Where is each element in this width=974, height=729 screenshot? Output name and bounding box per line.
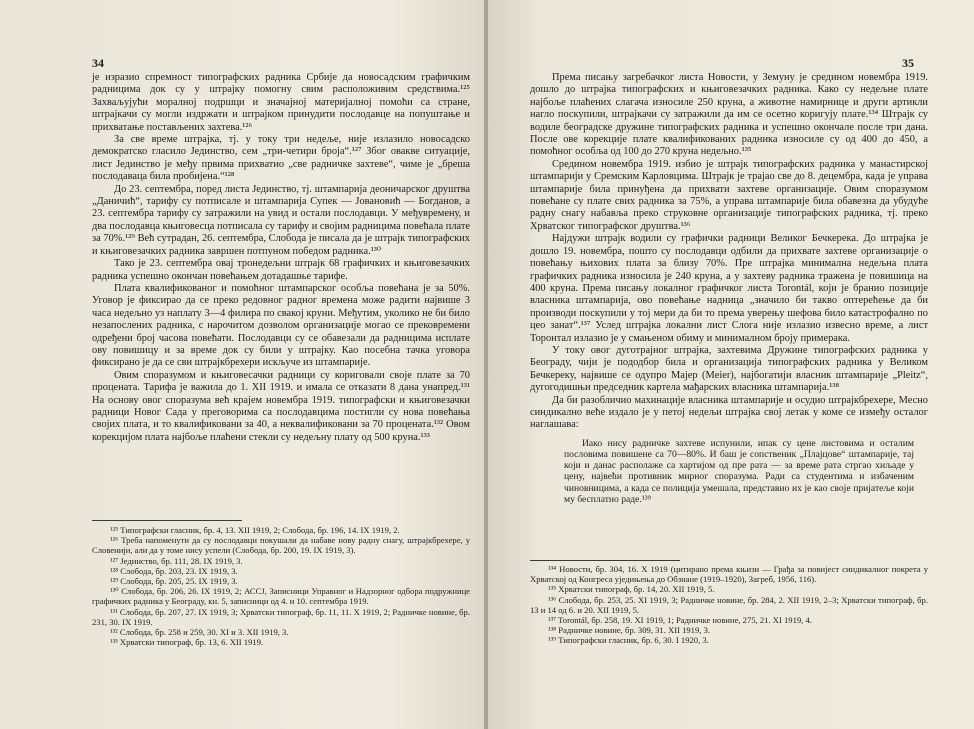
paragraph: Плата квалификованог и помоћног штампарског особља повећана је за 50%. Уговор је фиксирао да се преко редовног радног времена може радити највише 3 часа недељно уз наплату 3—4 филира по свакој круни. Међутим, уколико не би било незапослених радника, с нарочитом дозволом организације могао се прековремени одређени број часова повећати. Послодавци су се обавезали да радницима исплате ову повишицу и за време док су били у штрајку. Као посебна тачка уговора фиксирано је да се сви штрајкбрехери искључе из штампарије. (92, 282, 470, 369)
footnote: ¹³² Слобода, бр. 258 и 259, 30. XI и 3. XII 1919, 3. (110, 627, 289, 638)
footnote: ¹³⁹ Типографски гласник, бр. 6, 30. I 1920, 3. (548, 635, 709, 646)
paragraph: Према писању загребачког листа Новости, у Земуну је средином новембра 1919. дошло до штрајка типографских и књиговезачких радника. Како су недељне плате најбоље плаћених слагача износиле 250 круна, а животне намирнице и други артикли нагло поскупили, штрајкачи су затражили да им се осетно коригују плате.¹³⁴ Штрајк су водиле београдске дружине типографских радника и успешно окончале после три дана. После ове корекције плате квалификованих радника износиле су од 400 до 450, а помоћног особља од 100 до 270 круна недељно.¹³⁵ (530, 72, 928, 158)
paragraph: У току овог дуготрајног штрајка, захтевима Дружине типографских радника у Београду, чији је пододбор била и организација типографских радника у Великом Бечкереку, највише се одупро Мајер (Meier), најбогатији власник штампарије „Pleitz“, дугогодишњи председник картела мађарских власника штампарија.¹³⁸ (530, 344, 928, 394)
left-footnotes (92, 525, 470, 647)
footnote: ¹²⁶ Треба напоменути да су послодавци покушали да набаве нову радну снагу, штрајкбрехере, у Словенији, али да у томе нису успели (Слобода, бр. 200, 19. IX 1919, 3). (92, 535, 470, 556)
paragraph: је изразио спремност типографских радника Србије да новосадским графичким радницима док су у штрајку помогну свим расположивим средствима.¹²⁵ Захваљујући моралној подршци и значајној материјалној помоћи са стране, штрајкачи су могли издржати и штрајком принудити послодавце на попуштање и прихватање постављених захтева.¹²⁶ (92, 72, 470, 133)
page-number-left: 34 (92, 56, 104, 70)
paragraph: За све време штрајка, тј. у току три недеље, није излазило новосадско демократско гласило Јединство, сем „три-четири броја“.¹²⁷ Због овакве ситуације, лист Јединство је међу првима прихватио „све радничке захтеве“, чиме је „бреша послодаваца била пробијена.“¹²⁸ (92, 134, 470, 183)
right-page (488, 0, 974, 729)
footnote: ¹²⁹ Слобода, бр. 205, 25. IX 1919, 3. (110, 576, 238, 587)
footnote: ¹³⁴ Новости, бр. 304, 16. X 1919 (цитирано према књизи — Грађа за повијест синдикалног покрета у Хрватској од Конгреса уједињења до Обзнане (1919–1920), Загреб, 1956, 116). (530, 564, 928, 585)
footnote-divider (530, 560, 680, 561)
footnote: ¹³³ Хрватски типограф, бр. 13, 6. XII 1919. (110, 637, 264, 648)
footnote: ¹³⁸ Радничке новине, бр. 309, 31. XII 1919, 3. (548, 625, 711, 636)
footnote-divider (92, 520, 242, 521)
right-footnotes (530, 564, 928, 646)
left-page (0, 0, 486, 729)
page-number-right: 35 (902, 56, 914, 70)
footnote: ¹³⁷ Torontál, бр. 258, 19. XI 1919, 1; Радничке новине, 275, 21. XI 1919, 4. (548, 615, 812, 626)
footnote: ¹³⁰ Слобода, бр. 206, 26. IX 1919, 2; АССЈ, Записници Управног и Надзорног одбора подружнице графичких радника у Београду, кн. 5, записници од 4. и 10. септембра 1919. (92, 586, 470, 607)
footnote: ¹³¹ Слобода, бр. 207, 27. IX 1919, 3; Хрватски типограф, бр. 11, 11. X 1919, 2; Радничке новине, бр. 231, 30. IX 1919. (92, 606, 470, 627)
footnote: ¹³⁶ Слобода, бр. 253, 25. XI 1919, 3; Радничке новине, бр. 284, 2. XII 1919, 2–3; Хрватски типограф, бр. 13 и 14 од 6. и 20. XII 1919, 5. (530, 594, 928, 615)
footnote: ¹³⁵ Хрватски типограф, бр. 14, 20. XII 1919, 5. (548, 584, 715, 595)
paragraph: Најдужи штрајк водили су графички радници Великог Бечкерека. До штрајка је дошло 19. новембра, пошто су послодавци одбили да прихвате захтеве организације о повећању њихових плата за близу 70%. Пре штрајка минимална недељна плата графичких радника износила је 240 круна, а у захтеву радника тражена је повишица на 400 круна. Према писању локалног графичког листа Torontál, који је бранио позиције власника штампарија, ово повећање надница „значило би такво оптерећење да би производи поскупили у тој мери да би то према уверењу шефова било катастрофално по цео занат“.¹³⁷ Услед штрајка локални лист Слога није излазио извесно време, а лист Торонтал излазио је у смањеном обиму и минималном броју примерака. (530, 233, 928, 344)
right-page-body (530, 72, 928, 505)
paragraph: Да би разобличио махинације власника штампарије и осудио штрајкбрехере, Месно синдикално веће издало је у петој недељи штрајка свој летак у коме се између осталог наглашава: (530, 394, 928, 431)
block-quote: Иако нису радничке захтеве испунили, ипак су цене листовима и осталим пословима повишене са 70—80%. И баш је сопственик „Плајцове“ штампарије, тај који и данас располаже са хартијом од пре рата — за време рата стргао хиљаде у цену, највећи противник мирног споразума. Ради са студентима и избаченим чиновницима, а када се полиција умешала, представио их је као своје пријатеље који му бесплатно раде.¹³⁹ (564, 437, 914, 505)
left-page-body (92, 72, 470, 444)
footnote: ¹²⁷ Јединство, бр. 111, 28. IX 1919, 3. (110, 555, 243, 566)
footnote: ¹²⁵ Типографски гласник, бр. 4, 13. XII 1919, 2; Слобода, бр. 196, 14. IX 1919, 2. (110, 525, 400, 535)
paragraph: Овим споразумом и књиговесачки радници су кориговали своје плате за 70 процената. Тарифа је важила до 1. XII 1919. и имала се отказати 8 дана унапред.¹³¹ На основу овог споразума већ крајем новембра 1919. типографски и књиговезачки радници Новог Сада у преговорима са послодавцима постигли су нова повећања својих плата, и то квалификовани за 40, а неквалификовани за 70 процената.¹³² Овом корекцијом плата најбоље плаћени стекли су недељну плату од 500 круна.¹³³ (92, 369, 470, 443)
paragraph: Тако је 23. септембра овај тронедељни штрајк 68 графичких и књиговезачких радника успешно окончан повећањем дотадашње тарифе. (92, 258, 470, 282)
paragraph: Средином новембра 1919. избио је штрајк типографских радника у манастирској штампарији у Сремским Карловцима. Штрајк је трајао све до 8. децембра, када је управа штампарије била принуђена да прихвати захтеве организације. Овим споразумом повећане су плате свих радника за 75%, а управа штампарије била обавезна да убудуће радну снагу набавља преко струковне организације типографских радника, тј. преко Хрватског типографског друштва.¹³⁶ (530, 158, 928, 232)
footnote: ¹²⁸ Слобода, бр. 203, 23. IX 1919, 3. (110, 565, 238, 576)
paragraph: До 23. септембра, поред листа Јединство, тј. штампарија деоничарског друштва „Даничић“, тарифу су потписале и штампарија Супек — Јовановић — Богданов, а 23. септембра тарифу су затражили на увид и остали послодавци. У међувремену, и два послодавца књиговесца потписала су тарифу и својим радницима повећала плате за 70%.¹²⁹ Већ сутрадан, 26. септембра, Слобода је писала да је штрајк типографских и књиговезачких радника завршен потпуном победом радника.¹³⁰ (92, 183, 470, 257)
